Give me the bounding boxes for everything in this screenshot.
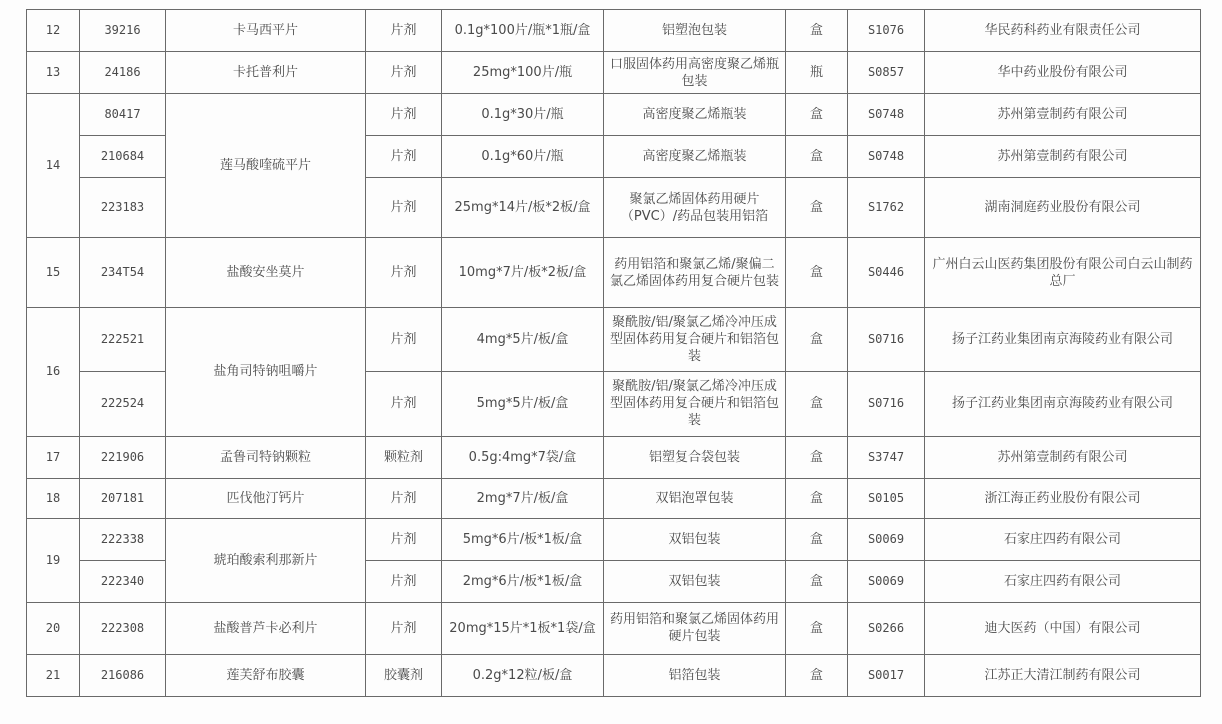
company-cell: 华中药业股份有限公司 xyxy=(925,52,1201,94)
package-cell: 铝箔包装 xyxy=(604,654,786,696)
spec-cell: 2mg*6片/板*1板/盒 xyxy=(442,560,604,602)
unit-cell: 盒 xyxy=(786,372,848,436)
company-cell: 石家庄四药有限公司 xyxy=(925,560,1201,602)
spec-cell: 10mg*7片/板*2板/盒 xyxy=(442,238,604,308)
dosage-form-cell: 片剂 xyxy=(366,10,442,52)
spec-cell: 0.1g*100片/瓶*1瓶/盒 xyxy=(442,10,604,52)
package-cell: 聚酰胺/铝/聚氯乙烯冷冲压成型固体药用复合硬片和铝箔包装 xyxy=(604,372,786,436)
spec-cell: 25mg*14片/板*2板/盒 xyxy=(442,178,604,238)
code-cell: S0069 xyxy=(848,560,925,602)
code-cell: S0748 xyxy=(848,94,925,136)
seq-cell: 14 xyxy=(27,94,80,238)
approval-cell: 80417 xyxy=(80,94,166,136)
dosage-form-cell: 片剂 xyxy=(366,518,442,560)
drug-name-cell: 匹伐他汀钙片 xyxy=(166,478,366,518)
table-row xyxy=(27,602,1201,654)
spec-cell: 20mg*15片*1板*1袋/盒 xyxy=(442,602,604,654)
package-cell: 铝塑泡包装 xyxy=(604,10,786,52)
spec-cell: 25mg*100片/瓶 xyxy=(442,52,604,94)
unit-cell: 盒 xyxy=(786,10,848,52)
seq-cell: 15 xyxy=(27,238,80,308)
spec-cell: 0.5g:4mg*7袋/盒 xyxy=(442,436,604,478)
seq-cell: 13 xyxy=(27,52,80,94)
package-cell: 高密度聚乙烯瓶装 xyxy=(604,136,786,178)
code-cell: S0266 xyxy=(848,602,925,654)
code-cell: S1076 xyxy=(848,10,925,52)
code-cell: S0716 xyxy=(848,308,925,372)
company-cell: 石家庄四药有限公司 xyxy=(925,518,1201,560)
company-cell: 苏州第壹制药有限公司 xyxy=(925,94,1201,136)
code-cell: S0748 xyxy=(848,136,925,178)
dosage-form-cell: 片剂 xyxy=(366,94,442,136)
drug-name-cell: 卡托普利片 xyxy=(166,52,366,94)
company-cell: 苏州第壹制药有限公司 xyxy=(925,136,1201,178)
table-row xyxy=(27,308,1201,372)
spec-cell: 4mg*5片/板/盒 xyxy=(442,308,604,372)
dosage-form-cell: 胶囊剂 xyxy=(366,654,442,696)
unit-cell: 盒 xyxy=(786,136,848,178)
table-row xyxy=(27,52,1201,94)
drug-name-cell: 琥珀酸索利那新片 xyxy=(166,518,366,602)
drug-name-cell: 盐酸普芦卡必利片 xyxy=(166,602,366,654)
table-row xyxy=(27,654,1201,696)
spec-cell: 2mg*7片/板/盒 xyxy=(442,478,604,518)
unit-cell: 盒 xyxy=(786,94,848,136)
package-cell: 药用铝箔和聚氯乙烯固体药用硬片包装 xyxy=(604,602,786,654)
company-cell: 苏州第壹制药有限公司 xyxy=(925,436,1201,478)
package-cell: 药用铝箔和聚氯乙烯/聚偏二氯乙烯固体药用复合硬片包装 xyxy=(604,238,786,308)
package-cell: 口服固体药用高密度聚乙烯瓶包装 xyxy=(604,52,786,94)
unit-cell: 盒 xyxy=(786,478,848,518)
table-row xyxy=(27,10,1201,52)
code-cell: S0446 xyxy=(848,238,925,308)
unit-cell: 盒 xyxy=(786,654,848,696)
approval-cell: 222308 xyxy=(80,602,166,654)
approval-cell: 222524 xyxy=(80,372,166,436)
code-cell: S0069 xyxy=(848,518,925,560)
spec-cell: 0.1g*30片/瓶 xyxy=(442,94,604,136)
package-cell: 双铝泡罩包装 xyxy=(604,478,786,518)
package-cell: 聚酰胺/铝/聚氯乙烯冷冲压成型固体药用复合硬片和铝箔包装 xyxy=(604,308,786,372)
approval-cell: 221906 xyxy=(80,436,166,478)
company-cell: 浙江海正药业股份有限公司 xyxy=(925,478,1201,518)
dosage-form-cell: 片剂 xyxy=(366,178,442,238)
dosage-form-cell: 片剂 xyxy=(366,52,442,94)
table-row xyxy=(27,518,1201,560)
drug-name-cell: 盐角司特钠咀嚼片 xyxy=(166,308,366,436)
package-cell: 双铝包装 xyxy=(604,560,786,602)
company-cell: 广州白云山医药集团股份有限公司白云山制药总厂 xyxy=(925,238,1201,308)
table-row xyxy=(27,478,1201,518)
seq-cell: 17 xyxy=(27,436,80,478)
approval-cell: 39216 xyxy=(80,10,166,52)
package-cell: 铝塑复合袋包装 xyxy=(604,436,786,478)
spec-cell: 0.1g*60片/瓶 xyxy=(442,136,604,178)
company-cell: 湖南洞庭药业股份有限公司 xyxy=(925,178,1201,238)
seq-cell: 19 xyxy=(27,518,80,602)
approval-cell: 216086 xyxy=(80,654,166,696)
dosage-form-cell: 颗粒剂 xyxy=(366,436,442,478)
unit-cell: 盒 xyxy=(786,560,848,602)
dosage-form-cell: 片剂 xyxy=(366,560,442,602)
seq-cell: 20 xyxy=(27,602,80,654)
spec-cell: 0.2g*12粒/板/盒 xyxy=(442,654,604,696)
unit-cell: 盒 xyxy=(786,308,848,372)
dosage-form-cell: 片剂 xyxy=(366,372,442,436)
code-cell: S1762 xyxy=(848,178,925,238)
spec-cell: 5mg*5片/板/盒 xyxy=(442,372,604,436)
unit-cell: 盒 xyxy=(786,436,848,478)
dosage-form-cell: 片剂 xyxy=(366,238,442,308)
package-cell: 聚氯乙烯固体药用硬片（PVC）/药品包装用铝箔 xyxy=(604,178,786,238)
unit-cell: 盒 xyxy=(786,178,848,238)
unit-cell: 盒 xyxy=(786,238,848,308)
unit-cell: 盒 xyxy=(786,518,848,560)
drug-name-cell: 莲马酸喹硫平片 xyxy=(166,94,366,238)
drug-table xyxy=(26,9,1201,697)
drug-name-cell: 孟鲁司特钠颗粒 xyxy=(166,436,366,478)
table-row xyxy=(27,238,1201,308)
package-cell: 双铝包装 xyxy=(604,518,786,560)
drug-name-cell: 卡马西平片 xyxy=(166,10,366,52)
spec-cell: 5mg*6片/板*1板/盒 xyxy=(442,518,604,560)
approval-cell: 222340 xyxy=(80,560,166,602)
approval-cell: 222521 xyxy=(80,308,166,372)
table-row xyxy=(27,94,1201,136)
unit-cell: 盒 xyxy=(786,602,848,654)
package-cell: 高密度聚乙烯瓶装 xyxy=(604,94,786,136)
seq-cell: 18 xyxy=(27,478,80,518)
company-cell: 迪大医药（中国）有限公司 xyxy=(925,602,1201,654)
approval-cell: 223183 xyxy=(80,178,166,238)
approval-cell: 207181 xyxy=(80,478,166,518)
approval-cell: 210684 xyxy=(80,136,166,178)
approval-cell: 24186 xyxy=(80,52,166,94)
seq-cell: 16 xyxy=(27,308,80,436)
dosage-form-cell: 片剂 xyxy=(366,136,442,178)
dosage-form-cell: 片剂 xyxy=(366,602,442,654)
dosage-form-cell: 片剂 xyxy=(366,478,442,518)
drug-name-cell: 盐酸安坐莫片 xyxy=(166,238,366,308)
code-cell: S0017 xyxy=(848,654,925,696)
company-cell: 江苏正大清江制药有限公司 xyxy=(925,654,1201,696)
code-cell: S0105 xyxy=(848,478,925,518)
code-cell: S3747 xyxy=(848,436,925,478)
unit-cell: 瓶 xyxy=(786,52,848,94)
approval-cell: 234T54 xyxy=(80,238,166,308)
approval-cell: 222338 xyxy=(80,518,166,560)
company-cell: 华民药科药业有限责任公司 xyxy=(925,10,1201,52)
seq-cell: 21 xyxy=(27,654,80,696)
code-cell: S0716 xyxy=(848,372,925,436)
company-cell: 扬子江药业集团南京海陵药业有限公司 xyxy=(925,372,1201,436)
company-cell: 扬子江药业集团南京海陵药业有限公司 xyxy=(925,308,1201,372)
drug-name-cell: 莲芙舒布胶囊 xyxy=(166,654,366,696)
dosage-form-cell: 片剂 xyxy=(366,308,442,372)
seq-cell: 12 xyxy=(27,10,80,52)
code-cell: S0857 xyxy=(848,52,925,94)
table-row xyxy=(27,436,1201,478)
